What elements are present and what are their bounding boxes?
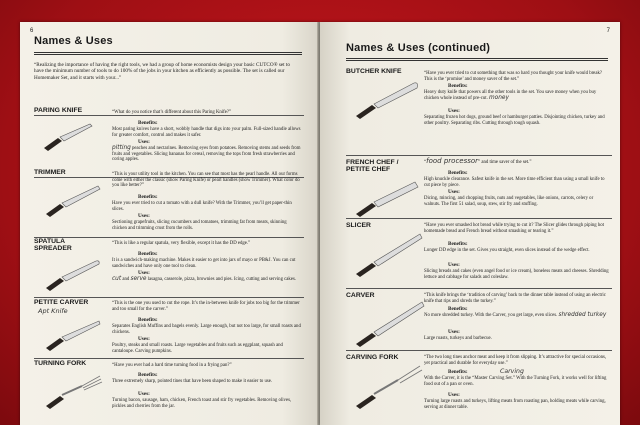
benefits-label: Benefits: — [138, 251, 158, 257]
section-label-paring-knife: PARING KNIFE — [34, 107, 83, 114]
uses-label: Uses: — [448, 329, 460, 335]
title-rule — [346, 60, 608, 61]
uses-label: Uses: — [138, 270, 150, 276]
benefits-text: Separates English Muffins and bagels evenly. Large enough, but not too large, for small roasts and chickens. — [112, 324, 301, 335]
benefits-text: Heavy duty knife that powers all the other tools in the set. You save money when you buy chicken whole instead of pre-cut. money — [424, 90, 597, 101]
uses-label: Uses: — [448, 189, 460, 195]
benefits-text: It is a sandwich-making machine. Makes it easier to get into jars of mayo or PB&J. You can cut sandwiches and have only one tool to clean. — [112, 258, 296, 269]
carving-fork-illustration — [352, 364, 424, 410]
section-question: “What do you notice that’s different about this Paring Knife?” — [112, 110, 232, 115]
section-label-carving-fork: CARVING FORK — [346, 354, 399, 361]
section-rule — [346, 350, 612, 351]
uses-text: Sectioning grapefruits, slicing cucumbers and tomatoes, trimming fat from meats, skinning chicken and trimming crust from the rolls. — [112, 220, 287, 231]
margin-handwriting: Apt Knife — [38, 307, 68, 315]
section-label-trimmer: TRIMMER — [34, 169, 66, 176]
uses-text: Dicing, mincing, and chopping fruits, nuts and vegetables, like onions, carrots, celery or walnuts. The first 51 salad, soup, stew, stir fry and stuffing. — [424, 196, 594, 207]
uses-label: Uses: — [138, 213, 150, 219]
section-question: “This is the one you used to cut the rope. It’s the in-between knife for jobs too big for the trimmer and too small for the carver.” — [112, 301, 300, 312]
section-question: “Have you ever had a hard time turning food in a frying pan?” — [112, 363, 232, 368]
section-label-slicer: SLICER — [346, 222, 371, 229]
section-rule — [34, 237, 304, 238]
benefits-text: No more shredded turkey. With the Carver, you get large, even slices. shredded turkey — [424, 312, 607, 318]
benefits-label: Benefits: — [448, 170, 468, 176]
uses-text: Slicing breads and cakes (even angel food or ice cream), boneless meats and cheeses. Shredding lettuce and cabbage for salads and coleslaw. — [424, 269, 609, 280]
benefits-text: Have you ever tried to cut a tomato with a dull knife? With the Trimmer, you’ll get paper-thin slices. — [112, 201, 292, 212]
title-rule — [34, 52, 302, 53]
booklet — [20, 22, 620, 425]
page-number: 6 — [30, 28, 34, 34]
uses-text: pitting peaches and nectarines. Removing eyes from potatoes. Removing stems and seeds from fruits and vegetables. Slicing bananas for cereal, removing the tops from fresh strawberries and coring apples. — [112, 145, 301, 163]
section-question: “Have you ever smashed hot bread while trying to cut it? The Slicer glides through piping hot homemade bread and French bread without smashing or tearing it.” — [424, 223, 605, 234]
section-rule — [346, 218, 612, 219]
french-chef-illustration — [352, 178, 422, 218]
handwritten-word: pitting — [112, 145, 131, 151]
benefits-text: Most paring knives have a short, wobbly handle that digs into your palm. Full-sized handle allows for greater comfort, control and makes it safer. — [112, 127, 301, 138]
uses-label: Uses: — [448, 108, 460, 114]
turning-fork-illustration — [42, 374, 104, 410]
section-rule — [346, 155, 612, 156]
intro-paragraph: “Realizing the importance of having the right tools, we had a group of home economists design your basic CUTCO® set to have the minimum number of tools to do 100% of the jobs in your kitchen as efficiently as possible. The set is called our Homemaker Set, and it starts with your...” — [34, 62, 290, 81]
uses-label: Uses: — [138, 391, 150, 397]
butcher-knife-illustration — [352, 80, 422, 120]
section-question: “Have you ever tried to cut something that was so hard you thought your knife would break? This is the ‘promise’ and money saver of the set.” — [424, 71, 602, 82]
section-label-turning-fork: TURNING FORK — [34, 360, 87, 367]
page-number: 7 — [606, 28, 610, 34]
uses-text: Large roasts, turkeys and barbecue. — [424, 336, 492, 341]
page-title: Names & Uses (continued) — [346, 42, 491, 54]
benefits-label: Benefits: — [448, 241, 468, 247]
uses-label: Uses: — [448, 262, 460, 268]
section-label-spatula-spreader: SPATULA SPREADER — [34, 238, 72, 252]
uses-label: Uses: — [138, 139, 150, 145]
benefits-label: Benefits: — [448, 83, 468, 89]
petite-carver-illustration — [42, 318, 104, 352]
section-label-petite-carver: PETITE CARVER — [34, 299, 89, 306]
uses-text: Turning large roasts and turkeys, lifting meats from roasting pan, holding meats while carving, serving at dinner table. — [424, 399, 606, 410]
title-rule — [346, 58, 608, 59]
section-rule — [346, 288, 612, 289]
benefits-label: Benefits: — [138, 317, 158, 323]
spatula-spreader-illustration — [42, 258, 104, 292]
slicer-illustration — [352, 232, 424, 278]
benefits-label: Benefits: — [138, 372, 158, 378]
benefits-label: Benefits: — [448, 369, 468, 375]
benefits-label: Benefits: — [448, 306, 468, 312]
trimmer-illustration — [42, 184, 104, 218]
uses-text: cut and serve lasagna, casserole, pizza, brownies and pies. Icing, cutting and serving cakes. — [112, 276, 297, 282]
uses-text: Turning bacon, sausage, ham, chicken, French toast and stir fry vegetables. Removing olives, pickles and cherries from the jar. — [112, 398, 292, 409]
uses-label: Uses: — [448, 392, 460, 398]
section-question: “This is like a regular spatula, very flexible, except it has the DD edge.” — [112, 241, 251, 246]
handwritten-word: Carving — [500, 368, 524, 375]
section-rule — [34, 297, 304, 298]
benefits-label: Benefits: — [138, 120, 158, 126]
section-rule — [34, 358, 304, 359]
page-title: Names & Uses — [34, 35, 113, 47]
section-question: “The two long tines anchor meat and keep it from slipping. It’s attractive for special occasions, yet practical and durable for everyday use.” — [424, 355, 607, 366]
section-label-french-chef: FRENCH CHEF / PETITE CHEF — [346, 159, 399, 173]
uses-label: Uses: — [138, 336, 150, 342]
section-label-butcher-knife: BUTCHER KNIFE — [346, 68, 402, 75]
section-question: “food processor” and time saver of the set.” — [424, 157, 532, 165]
uses-text: Separating frozen hot dogs, ground beef or hamburger patties. Disjointing chicken, turkey and other poultry. Separating ribs. Cutting through tough squash. — [424, 115, 605, 126]
uses-text: Poultry, steaks and small roasts. Large vegetables and fruits such as eggplant, squash and cantaloupe. Carving pumpkins. — [112, 343, 283, 354]
section-question: “This knife brings the ‘tradition of carving’ back to the dinner table instead of using an electric knife that rips and shreds the turkey.” — [424, 293, 606, 304]
benefits-text: Three extremely sharp, pointed tines that have been shaped to make it easier to use. — [112, 379, 273, 384]
benefits-text: High knuckle clearance. Safest knife in the set. More time efficient than using a small knife to cut piece by piece. — [424, 177, 605, 188]
benefits-label: Benefits: — [138, 194, 158, 200]
benefits-text: With the Carver, it is the “Master Carving Set.” With the Turning Fork, it works well for lifting food out of a pan or oven. — [424, 376, 607, 387]
section-question: “This is your utility tool in the kitchen. You can see that most has the pearl handle. All our forms come with either the classic (show Paring Knife) or pearl handles (show Trimmer). What color do you like better?” — [112, 172, 300, 189]
right-page — [320, 22, 620, 425]
benefits-text: Longer DD edge in the set. Gives you straight, even slices instead of the wedge effect. — [424, 248, 590, 253]
carver-illustration — [352, 300, 426, 348]
left-page — [20, 22, 318, 425]
title-rule — [34, 54, 302, 55]
paring-knife-illustration — [40, 122, 100, 152]
section-label-carver: CARVER — [346, 292, 375, 299]
